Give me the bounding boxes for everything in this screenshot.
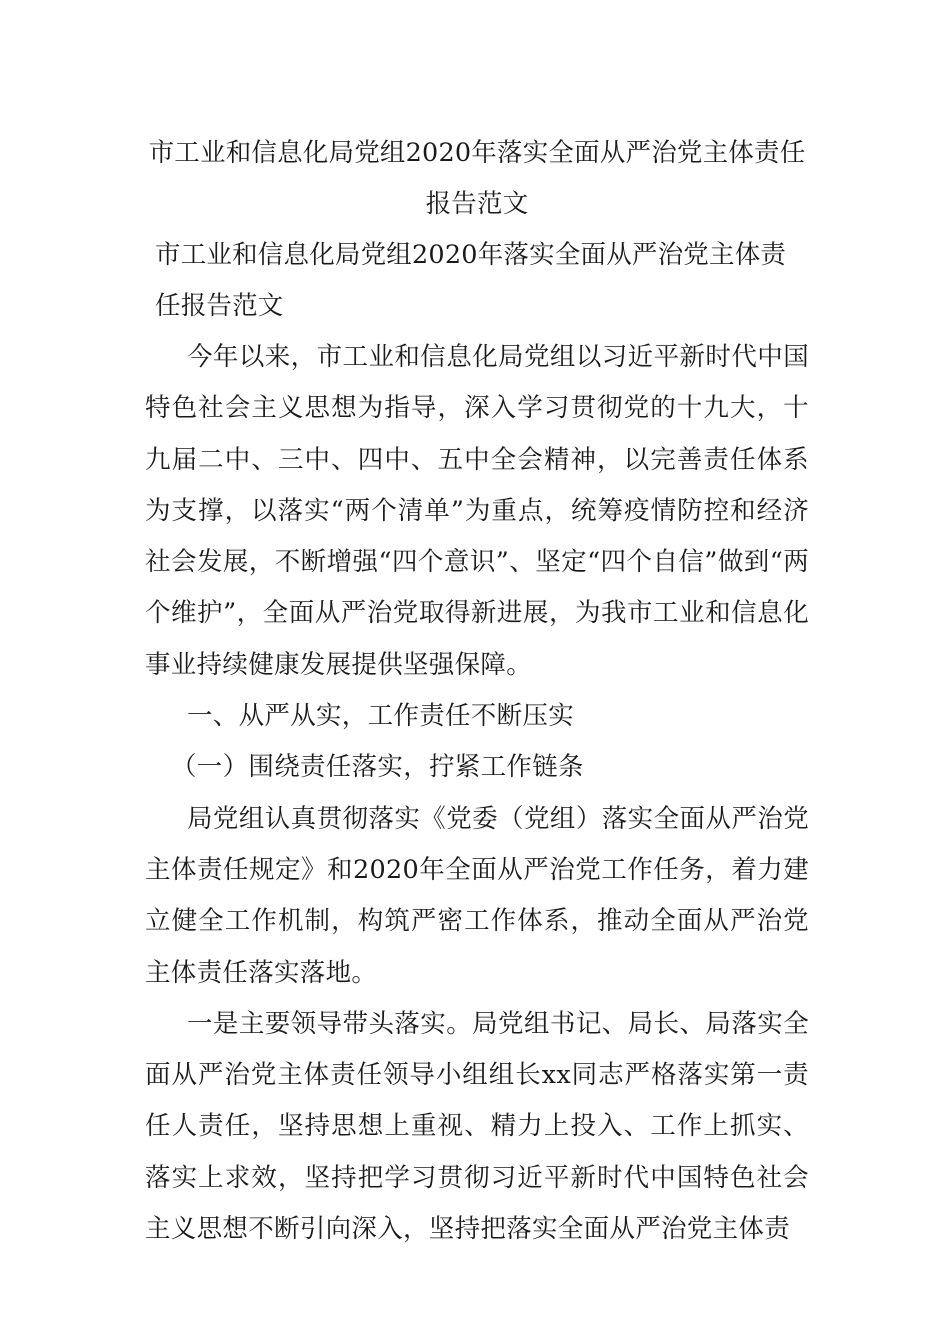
intro-paragraph: 今年以来，市工业和信息化局党组以习近平新时代中国特色社会主义思想为指导，深入学习贯彻党的十九大，十九届二中、三中、四中、五中全会精神，以完善责任体系为支撑，以落实“两个清单”为重点，统筹疫情防控和经济社会发展，不断增强“四个意识”、坚定“四个自信”做到“两个维护”，全面从严治党取得新进展，为我市工业和信息化事业持续健康发展提供坚强保障。 <box>145 342 809 680</box>
section-heading-1: 一、从严从实，工作责任不断压实 <box>187 701 575 732</box>
body-paragraph-2: 一是主要领导带头落实。局党组书记、局长、局落实全面从严治党主体责任领导小组组长xx同志严格落实第一责任人责任，坚持思想上重视、精力上投入、工作上抓实、落实上求效，坚持把学习贯彻习近平新时代中国特色社会主义思想不断引向深入，坚持把落实全面从严治党主体责 <box>145 1008 809 1245</box>
document-title: 市工业和信息化局党组2020年落实全面从严治党主体责任报告范文 <box>148 138 806 219</box>
document-body <box>145 128 809 1255</box>
document-subtitle: 市工业和信息化局党组2020年落实全面从严治党主体责任报告范文 <box>155 240 787 321</box>
body-paragraph-1: 局党组认真贯彻落实《党委（党组）落实全面从严治党主体责任规定》和2020年全面从严治党工作任务，着力建立健全工作机制，构筑严密工作体系，推动全面从严治党主体责任落实落地。 <box>145 803 809 988</box>
subsection-heading-1: （一）围绕责任落实，拧紧工作链条 <box>171 752 584 783</box>
